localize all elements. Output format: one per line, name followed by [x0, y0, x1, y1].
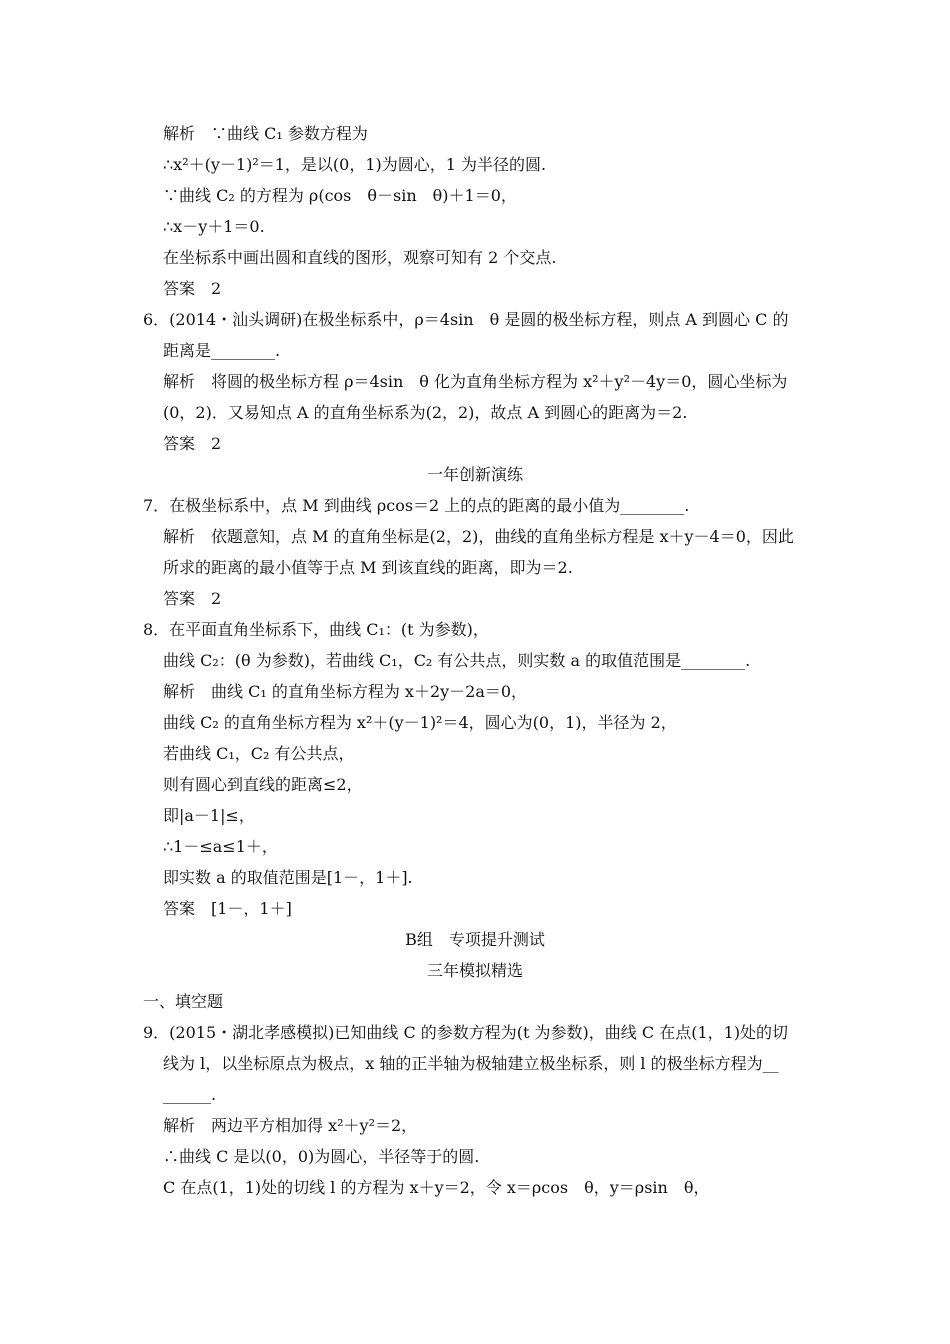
solution-8-d: 则有圆心到直线的距离≤2，	[163, 775, 363, 794]
question-9-cont: 线为 l，以坐标原点为极点，x 轴的正半轴为极轴建立极坐标系，则 l 的极坐标方程为__	[163, 1054, 779, 1073]
solution-6-a: 解析 将圆的极坐标方程 ρ＝4sin θ 化为直角坐标方程为 x²＋y²－4y＝0，圆心坐标为	[163, 372, 788, 391]
solution-5-circle: ∴x²＋(y－1)²＝1，是以(0，1)为圆心，1 为半径的圆.	[163, 155, 547, 174]
solution-6-b: (0，2)．又易知点 A 的直角坐标系为(2，2)，故点 A 到圆心的距离为＝2.	[163, 403, 688, 422]
solution-8-e: 即|a－1|≤，	[163, 806, 255, 825]
answer-7: 答案 2	[163, 589, 222, 608]
question-6: 6．(2014・汕头调研)在极坐标系中，ρ＝4sin θ 是圆的极坐标方程，则点 A 到圆心 C 的	[143, 310, 789, 329]
solution-5-intro: 解析 ∵曲线 C₁ 参数方程为	[163, 124, 368, 143]
solution-8-g: 即实数 a 的取值范围是[1－，1＋].	[163, 868, 413, 887]
subsection-fill-blank: 一、填空题	[143, 992, 224, 1011]
question-6-cont: 距离是________.	[163, 341, 281, 360]
solution-8-b: 曲线 C₂ 的直角坐标方程为 x²＋(y－1)²＝4，圆心为(0，1)，半径为 2，	[163, 713, 677, 732]
question-9-blank: ______.	[163, 1085, 217, 1104]
solution-7-a: 解析 依题意知，点 M 的直角坐标是(2，2)，曲线的直角坐标方程是 x＋y－4＝0，因此	[163, 527, 794, 546]
answer-5: 答案 2	[163, 279, 222, 298]
question-8: 8．在平面直角坐标系下，曲线 C₁：(t 为参数)，	[143, 620, 489, 639]
solution-5-curve-c2: ∵曲线 C₂ 的方程为 ρ(cos θ－sin θ)＋1＝0，	[163, 186, 517, 205]
solution-9-c: C 在点(1，1)处的切线 l 的方程为 x＋y＝2，令 x＝ρcos θ，y＝ρsin θ，	[163, 1178, 710, 1197]
section-heading-group-b: B组 专项提升测试	[405, 930, 545, 949]
question-7: 7．在极坐标系中，点 M 到曲线 ρcos＝2 上的点的距离的最小值为________.	[143, 496, 690, 515]
solution-7-b: 所求的距离的最小值等于点 M 到该直线的距离，即为＝2.	[163, 558, 573, 577]
section-heading-innovation: 一年创新演练	[426, 465, 523, 484]
solution-9-b: ∴曲线 C 是以(0，0)为圆心，半径等于的圆.	[163, 1147, 480, 1166]
question-8-cont: 曲线 C₂：(θ 为参数)，若曲线 C₁，C₂ 有公共点，则实数 a 的取值范围是________.	[163, 651, 751, 670]
answer-6: 答案 2	[163, 434, 222, 453]
solution-8-c: 若曲线 C₁，C₂ 有公共点，	[163, 744, 355, 763]
section-heading-three-years: 三年模拟精选	[426, 961, 523, 980]
answer-8: 答案 [1－，1＋]	[163, 899, 292, 918]
solution-5-line: ∴x－y＋1＝0.	[163, 217, 265, 236]
solution-9-a: 解析 两边平方相加得 x²＋y²＝2，	[163, 1116, 418, 1135]
question-9: 9．(2015・湖北孝感模拟)已知曲线 C 的参数方程为(t 为参数)，曲线 C 在点(1，1)处的切	[143, 1023, 789, 1042]
solution-5-conclusion: 在坐标系中画出圆和直线的图形，观察可知有 2 个交点.	[163, 248, 557, 267]
solution-8-a: 解析 曲线 C₁ 的直角坐标方程为 x＋2y－2a＝0，	[163, 682, 528, 701]
solution-8-f: ∴1－≤a≤1＋，	[163, 837, 278, 856]
